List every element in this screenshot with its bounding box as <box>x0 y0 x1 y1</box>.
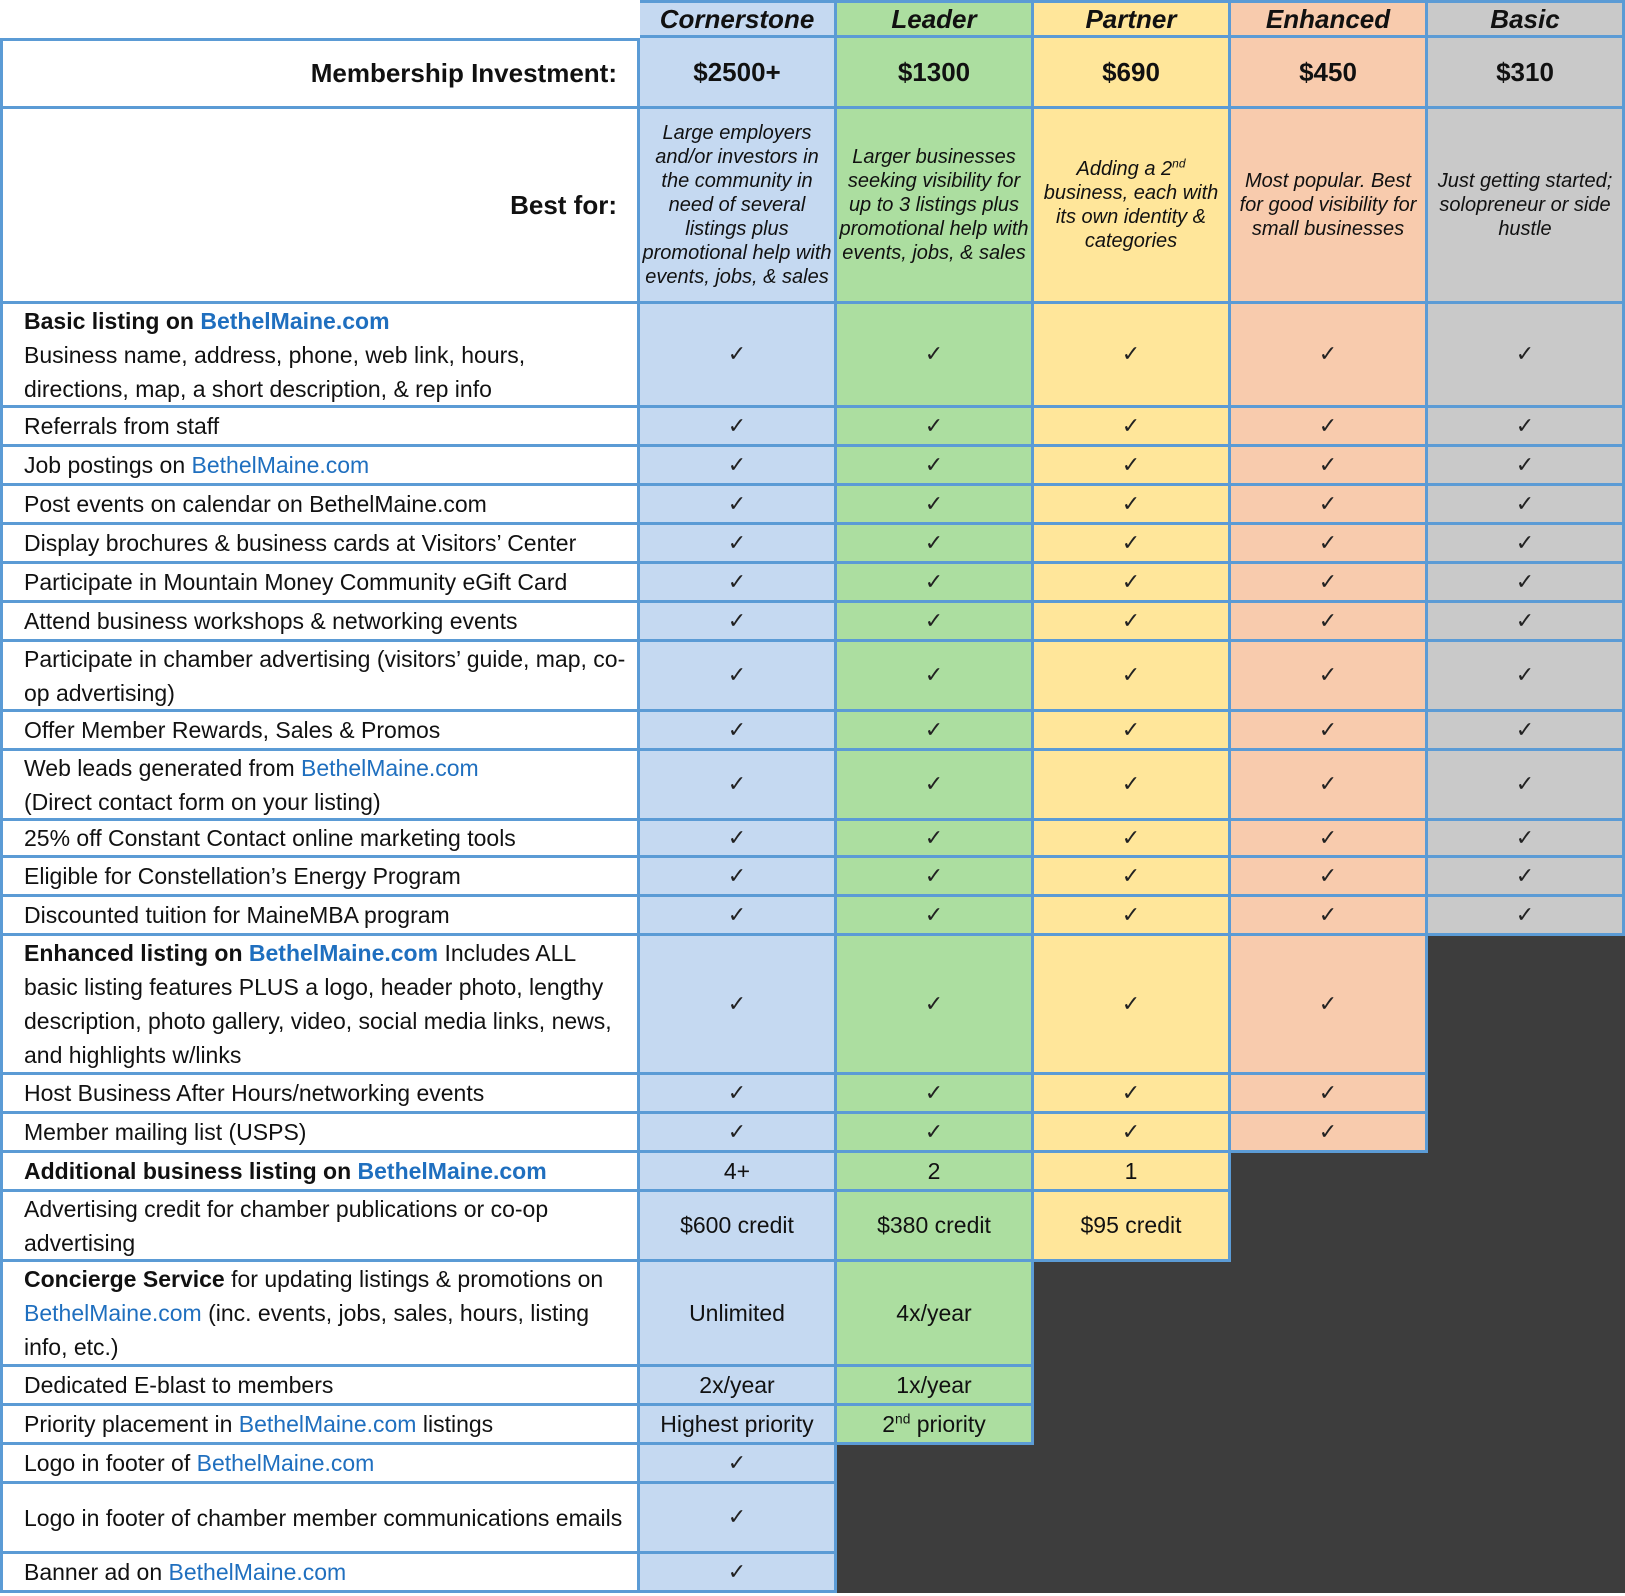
feature-referrals: Referrals from staff <box>0 408 640 447</box>
check-icon: ✓ <box>1034 447 1231 486</box>
check-icon: ✓ <box>640 897 837 936</box>
concierge-text: for updating listings & promotions on <box>224 1266 604 1292</box>
check-icon: ✓ <box>1034 1075 1231 1114</box>
tier-name-enhanced: Enhanced <box>1231 0 1428 38</box>
feature-basic-listing <box>0 304 640 408</box>
check-icon: ✓ <box>640 603 837 642</box>
best-for-partner <box>1034 109 1231 304</box>
check-icon: ✓ <box>1231 304 1428 408</box>
check-icon: ✓ <box>1231 858 1428 897</box>
additional-listing-cornerstone: 4+ <box>640 1153 837 1192</box>
check-icon: ✓ <box>837 603 1034 642</box>
check-icon: ✓ <box>1231 564 1428 603</box>
price-enhanced: $450 <box>1231 38 1428 109</box>
check-icon: ✓ <box>1231 525 1428 564</box>
feature-logo-footer <box>0 1445 640 1484</box>
check-icon: ✓ <box>640 447 837 486</box>
check-icon: ✓ <box>1034 304 1231 408</box>
check-icon: ✓ <box>1428 603 1625 642</box>
check-icon: ✓ <box>837 936 1034 1075</box>
best-for-cornerstone: Large employers and/or investors in the community in need of several listings plus promotional help with events, jobs, & sales <box>640 109 837 304</box>
feature-mountain-money: Participate in Mountain Money Community eGift Card <box>0 564 640 603</box>
check-icon: ✓ <box>1428 897 1625 936</box>
check-icon: ✓ <box>837 304 1034 408</box>
feature-constant-contact: 25% off Constant Contact online marketing tools <box>0 821 640 858</box>
check-icon: ✓ <box>1428 642 1625 712</box>
best-for-partner-sup: nd <box>1172 156 1186 171</box>
bethelmaine-link[interactable]: BethelMaine.com <box>191 452 370 478</box>
feature-maine-mba: Discounted tuition for MaineMBA program <box>0 897 640 936</box>
check-icon: ✓ <box>640 712 837 751</box>
web-leads-desc: (Direct contact form on your listing) <box>24 788 381 815</box>
feature-mailing-list: Member mailing list (USPS) <box>0 1114 640 1153</box>
additional-listing-leader: 2 <box>837 1153 1034 1192</box>
check-icon: ✓ <box>837 897 1034 936</box>
bethelmaine-link[interactable]: BethelMaine.com <box>24 1300 202 1326</box>
feature-enhanced-listing <box>0 936 640 1075</box>
bethelmaine-link[interactable]: BethelMaine.com <box>238 1411 417 1437</box>
feature-member-rewards: Offer Member Rewards, Sales & Promos <box>0 712 640 751</box>
check-icon: ✓ <box>1428 751 1625 821</box>
check-icon: ✓ <box>1428 712 1625 751</box>
feature-job-postings <box>0 447 640 486</box>
feature-concierge <box>0 1262 640 1367</box>
check-icon: ✓ <box>1231 897 1428 936</box>
tier-name-leader: Leader <box>837 0 1034 38</box>
best-for-enhanced: Most popular. Best for good visibility for small businesses <box>1231 109 1428 304</box>
check-icon: ✓ <box>1428 447 1625 486</box>
eblast-leader: 1x/year <box>837 1367 1034 1406</box>
concierge-cornerstone: Unlimited <box>640 1262 837 1367</box>
best-for-label: Best for: <box>0 109 640 304</box>
check-icon: ✓ <box>1231 447 1428 486</box>
check-icon: ✓ <box>1428 564 1625 603</box>
best-for-basic: Just getting started; solopreneur or side hustle <box>1428 109 1625 304</box>
best-for-leader: Larger businesses seeking visibility for up to 3 listings plus promotional help with events, jobs, & sales <box>837 109 1034 304</box>
check-icon: ✓ <box>1428 858 1625 897</box>
feature-additional-listing <box>0 1153 640 1192</box>
bethelmaine-link[interactable]: BethelMaine.com <box>200 307 390 334</box>
priority-leader-sup: nd <box>895 1410 911 1426</box>
unavailable-region-basic <box>1428 936 1625 1153</box>
ad-credit-cornerstone: $600 credit <box>640 1192 837 1262</box>
additional-listing-title: Additional business listing on <box>24 1158 358 1184</box>
check-icon: ✓ <box>640 858 837 897</box>
check-icon: ✓ <box>837 858 1034 897</box>
eblast-cornerstone: 2x/year <box>640 1367 837 1406</box>
best-for-partner-pre: Adding a 2 <box>1076 158 1173 180</box>
unavailable-region-partner <box>1034 1262 1625 1445</box>
check-icon: ✓ <box>837 564 1034 603</box>
ad-credit-leader: $380 credit <box>837 1192 1034 1262</box>
priority-rest: listings <box>416 1411 494 1437</box>
check-icon: ✓ <box>640 1484 837 1554</box>
check-icon: ✓ <box>837 1075 1034 1114</box>
enhanced-listing-title: Enhanced listing on <box>24 940 249 966</box>
check-icon: ✓ <box>640 1445 837 1484</box>
feature-priority-placement <box>0 1406 640 1445</box>
check-icon: ✓ <box>640 1075 837 1114</box>
check-icon: ✓ <box>640 486 837 525</box>
feature-constellation: Eligible for Constellation’s Energy Program <box>0 858 640 897</box>
tier-name-basic: Basic <box>1428 0 1625 38</box>
bethelmaine-link[interactable]: BethelMaine.com <box>168 1559 347 1585</box>
check-icon: ✓ <box>1034 486 1231 525</box>
check-icon: ✓ <box>1034 712 1231 751</box>
check-icon: ✓ <box>1034 936 1231 1075</box>
priority-leader-pre: 2 <box>882 1410 896 1437</box>
feature-logo-emails: Logo in footer of chamber member communications emails <box>0 1484 640 1554</box>
check-icon: ✓ <box>640 936 837 1075</box>
ad-credit-partner: $95 credit <box>1034 1192 1231 1262</box>
check-icon: ✓ <box>640 1554 837 1593</box>
bethelmaine-link[interactable]: BethelMaine.com <box>357 1158 547 1184</box>
check-icon: ✓ <box>1034 821 1231 858</box>
logo-footer-text: Logo in footer of <box>24 1450 197 1476</box>
check-icon: ✓ <box>837 642 1034 712</box>
job-postings-text: Job postings on <box>24 452 192 478</box>
check-icon: ✓ <box>1034 642 1231 712</box>
feature-host-events: Host Business After Hours/networking events <box>0 1075 640 1114</box>
check-icon: ✓ <box>1231 486 1428 525</box>
feature-brochures: Display brochures & business cards at Visitors’ Center <box>0 525 640 564</box>
check-icon: ✓ <box>640 408 837 447</box>
check-icon: ✓ <box>1034 751 1231 821</box>
check-icon: ✓ <box>837 525 1034 564</box>
check-icon: ✓ <box>1231 642 1428 712</box>
feature-ad-credit: Advertising credit for chamber publications or co-op advertising <box>0 1192 640 1262</box>
feature-post-events: Post events on calendar on BethelMaine.com <box>0 486 640 525</box>
check-icon: ✓ <box>837 821 1034 858</box>
web-leads-text: Web leads generated from <box>24 754 302 781</box>
check-icon: ✓ <box>1034 858 1231 897</box>
corner-blank <box>0 0 640 38</box>
concierge-desc: (inc. events, jobs, sales, hours, listing info, etc.) <box>24 1300 590 1360</box>
check-icon: ✓ <box>1231 1114 1428 1153</box>
check-icon: ✓ <box>640 304 837 408</box>
check-icon: ✓ <box>640 1114 837 1153</box>
priority-leader <box>837 1406 1034 1445</box>
check-icon: ✓ <box>837 1114 1034 1153</box>
bethelmaine-link[interactable]: BethelMaine.com <box>196 1450 375 1476</box>
price-leader: $1300 <box>837 38 1034 109</box>
tier-name-cornerstone: Cornerstone <box>640 0 837 38</box>
price-partner: $690 <box>1034 38 1231 109</box>
check-icon: ✓ <box>1231 821 1428 858</box>
unavailable-region-enhanced <box>1231 1153 1625 1262</box>
check-icon: ✓ <box>1428 486 1625 525</box>
check-icon: ✓ <box>640 821 837 858</box>
check-icon: ✓ <box>837 486 1034 525</box>
check-icon: ✓ <box>1231 1075 1428 1114</box>
check-icon: ✓ <box>1428 408 1625 447</box>
check-icon: ✓ <box>640 525 837 564</box>
additional-listing-partner: 1 <box>1034 1153 1231 1192</box>
check-icon: ✓ <box>1231 603 1428 642</box>
basic-listing-desc: Business name, address, phone, web link, hours, directions, map, a short description, & rep info <box>24 341 526 402</box>
check-icon: ✓ <box>837 712 1034 751</box>
bethelmaine-link[interactable]: BethelMaine.com <box>301 754 479 781</box>
unavailable-region-leader <box>837 1445 1625 1593</box>
feature-web-leads <box>0 751 640 821</box>
check-icon: ✓ <box>1428 304 1625 408</box>
priority-leader-post: priority <box>910 1410 986 1437</box>
check-icon: ✓ <box>1034 525 1231 564</box>
priority-cornerstone: Highest priority <box>640 1406 837 1445</box>
check-icon: ✓ <box>640 564 837 603</box>
check-icon: ✓ <box>1428 821 1625 858</box>
check-icon: ✓ <box>1231 408 1428 447</box>
investment-label: Membership Investment: <box>0 38 640 109</box>
check-icon: ✓ <box>837 751 1034 821</box>
check-icon: ✓ <box>640 642 837 712</box>
feature-workshops: Attend business workshops & networking events <box>0 603 640 642</box>
check-icon: ✓ <box>837 408 1034 447</box>
check-icon: ✓ <box>1034 408 1231 447</box>
check-icon: ✓ <box>837 447 1034 486</box>
bethelmaine-link[interactable]: BethelMaine.com <box>248 940 439 966</box>
banner-ad-text: Banner ad on <box>24 1559 169 1585</box>
check-icon: ✓ <box>1034 897 1231 936</box>
tier-name-partner: Partner <box>1034 0 1231 38</box>
price-cornerstone: $2500+ <box>640 38 837 109</box>
concierge-leader: 4x/year <box>837 1262 1034 1367</box>
basic-listing-title: Basic listing on <box>24 307 201 334</box>
check-icon: ✓ <box>1034 1114 1231 1153</box>
priority-text: Priority placement in <box>24 1411 239 1437</box>
feature-eblast: Dedicated E-blast to members <box>0 1367 640 1406</box>
feature-chamber-advertising: Participate in chamber advertising (visitors’ guide, map, co-op advertising) <box>0 642 640 712</box>
check-icon: ✓ <box>1231 936 1428 1075</box>
feature-banner-ad <box>0 1554 640 1593</box>
concierge-title: Concierge Service <box>24 1266 225 1292</box>
price-basic: $310 <box>1428 38 1625 109</box>
check-icon: ✓ <box>1231 751 1428 821</box>
check-icon: ✓ <box>640 751 837 821</box>
best-for-partner-post: business, each with its own identity & categories <box>1043 182 1219 252</box>
check-icon: ✓ <box>1231 712 1428 751</box>
check-icon: ✓ <box>1034 564 1231 603</box>
check-icon: ✓ <box>1428 525 1625 564</box>
check-icon: ✓ <box>1034 603 1231 642</box>
enhanced-listing-desc: Includes ALL basic listing features PLUS a logo, header photo, lengthy description, photo gallery, video, social media links, news, and highlights w/links <box>24 940 612 1068</box>
